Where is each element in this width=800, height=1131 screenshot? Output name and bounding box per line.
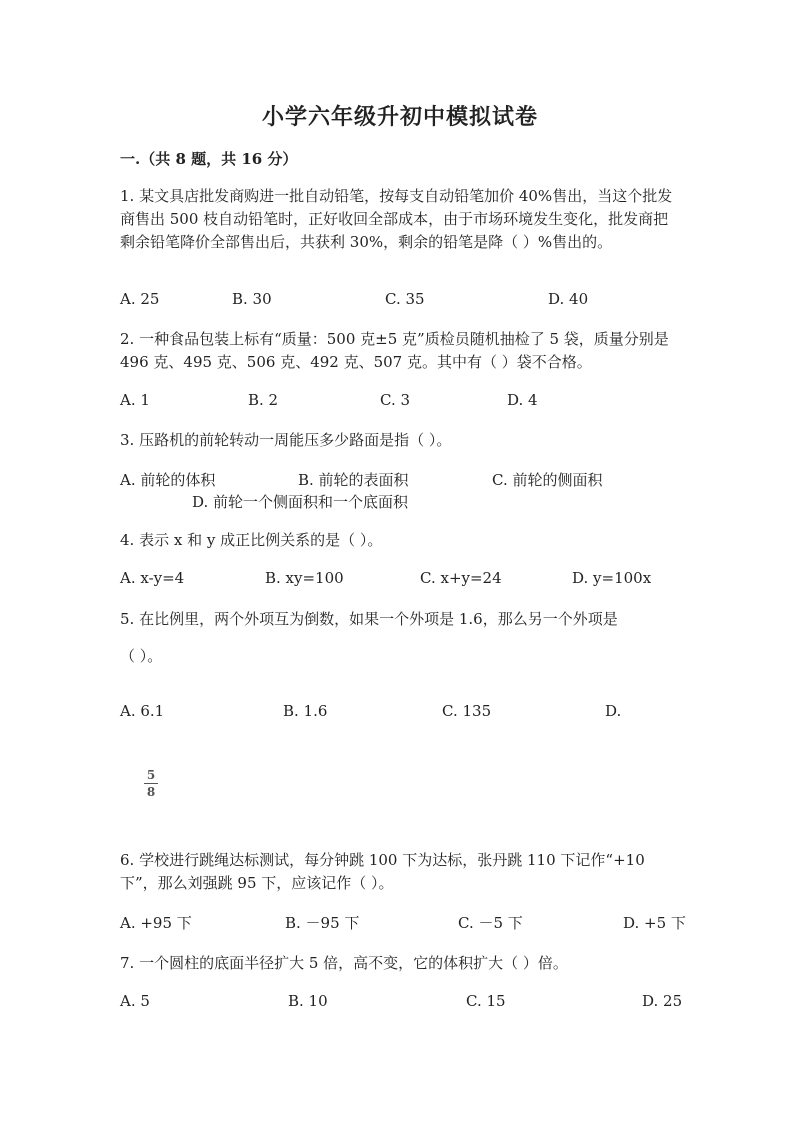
options-2 <box>120 391 690 413</box>
options-4 <box>120 569 690 591</box>
option-a: A. 25 <box>120 290 160 308</box>
option-c: C. －5 下 <box>458 914 523 932</box>
option-d: D. <box>605 702 622 720</box>
option-c: C. 3 <box>380 391 411 409</box>
option-d: D. y=100x <box>572 569 652 587</box>
options-7 <box>120 992 690 1014</box>
question-7: 7. 一个圆柱的底面半径扩大 5 倍，高不变，它的体积扩大（ ）倍。 <box>120 954 568 972</box>
page-title: 小学六年级升初中模拟试卷 <box>261 104 538 130</box>
section-heading: 一.（共 8 题，共 16 分） <box>120 150 298 168</box>
option-d: D. 40 <box>548 290 589 308</box>
option-b: B. 前轮的表面积 <box>298 471 409 489</box>
option-a: A. 前轮的体积 <box>120 471 216 489</box>
fraction-bar <box>144 783 158 784</box>
option-b: B. 2 <box>248 391 279 409</box>
option-a: A. 1 <box>120 391 150 409</box>
option-a: A. 6.1 <box>120 702 165 720</box>
option-a: A. x-y=4 <box>120 569 185 587</box>
option-c: C. 135 <box>442 702 492 720</box>
option-c: C. x+y=24 <box>420 569 502 587</box>
option-a: A. 5 <box>120 992 150 1010</box>
question-5: 5. 在比例里，两个外项互为倒数，如果一个外项是 1.6，那么另一个外项是 <box>120 610 618 628</box>
option-a: A. +95 下 <box>120 914 192 932</box>
option-b: B. 30 <box>232 290 272 308</box>
options-5 <box>120 702 690 724</box>
option-c: C. 35 <box>385 290 425 308</box>
question-5-blank: （ ）。 <box>120 647 163 665</box>
options-3 <box>120 469 690 513</box>
option-b: B. xy=100 <box>265 569 344 587</box>
question-1: 1. 某文具店批发商购进一批自动铅笔，按每支自动铅笔加价 40%售出，当这个批发商售出 500 枝自动铅笔时，正好收回全部成本，由于市场环境发生变化，批发商把剩余铅笔降价全部售出后，共获利 30%，剩余的铅笔是降（ ）%售出的。 <box>120 187 673 251</box>
option-c: C. 15 <box>466 992 506 1010</box>
option-b: B. －95 下 <box>285 914 360 932</box>
option-b: B. 10 <box>288 992 328 1010</box>
options-6 <box>120 912 690 934</box>
option-c: C. 前轮的侧面积 <box>492 471 603 489</box>
fraction-denominator: 8 <box>146 785 156 799</box>
option-d: D. 25 <box>642 992 683 1010</box>
fraction-numerator: 5 <box>146 768 156 782</box>
option-b: B. 1.6 <box>283 702 328 720</box>
question-2: 2. 一种食品包装上标有“质量：500 克±5 克”质检员随机抽检了 5 袋，质量分别是 496 克、495 克、506 克、492 克、507 克。其中有（ ）袋不合格。 <box>120 330 669 371</box>
option-d: D. +5 下 <box>623 914 686 932</box>
option-d: D. 4 <box>507 391 538 409</box>
option-d: D. 前轮一个侧面积和一个底面积 <box>192 493 409 511</box>
fraction-five-eighths <box>144 768 158 799</box>
question-3: 3. 压路机的前轮转动一周能压多少路面是指（ ）。 <box>120 431 452 449</box>
options-1 <box>120 290 690 312</box>
question-6: 6. 学校进行跳绳达标测试，每分钟跳 100 下为达标，张丹跳 110 下记作“+10 下”，那么刘强跳 95 下，应该记作（ ）。 <box>120 851 645 892</box>
question-4: 4. 表示 x 和 y 成正比例关系的是（ ）。 <box>120 531 383 549</box>
